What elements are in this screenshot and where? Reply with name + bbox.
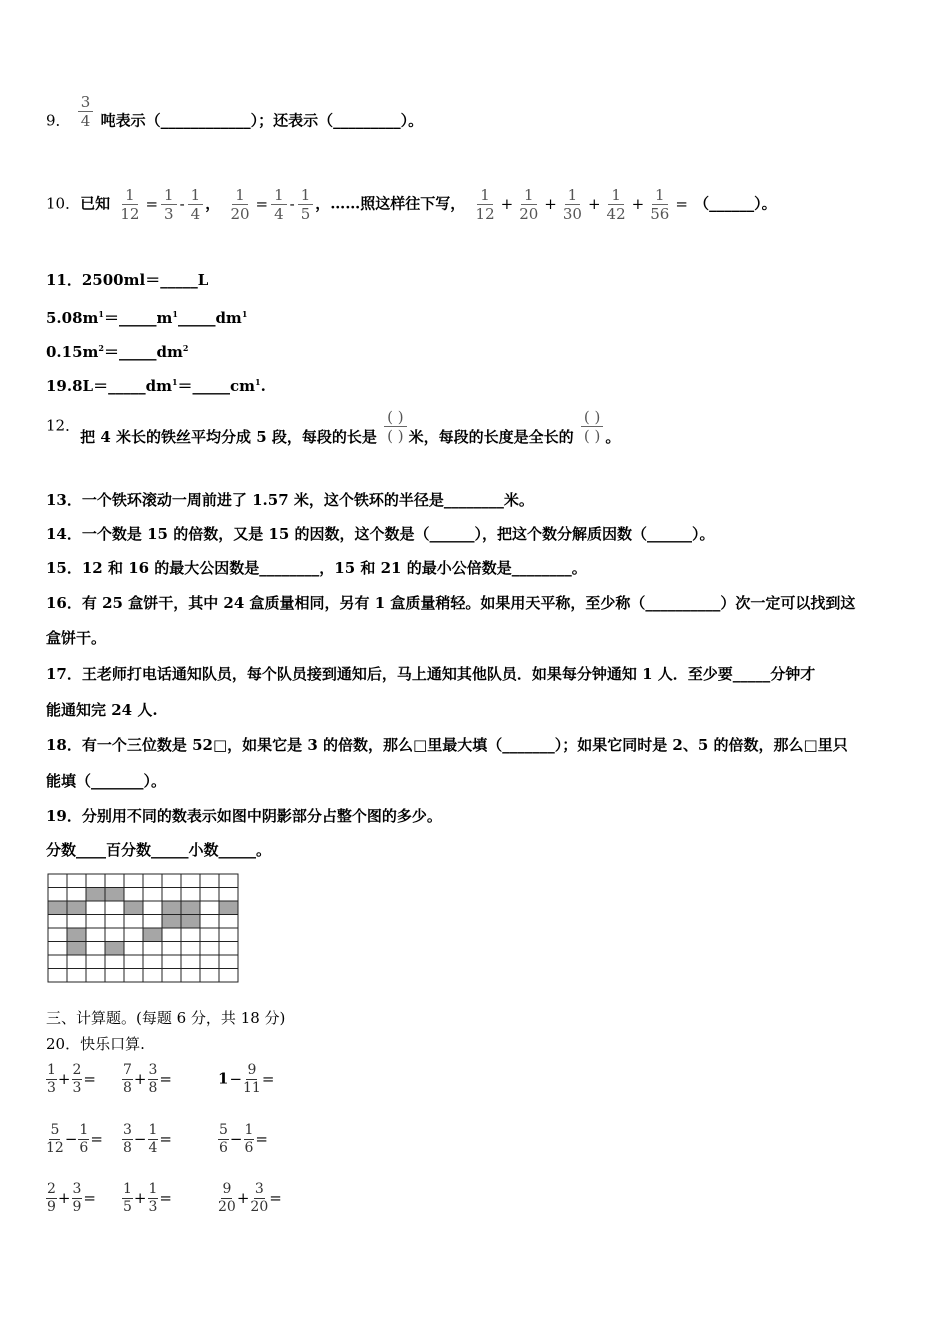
calc-expression: $\frac{1}{5}$ + $\frac{1}{3}$ =: [123, 1181, 172, 1215]
grid-cell: [48, 874, 67, 888]
fraction: $\frac{1}{3}$: [161, 186, 177, 223]
question-19-line-2: 分数____百分数_____小数_____。: [46, 841, 272, 859]
fraction: $\frac{1}{20}$: [230, 186, 250, 223]
fraction: $\frac{1}{12}$: [120, 186, 140, 223]
question-18-line-1: 18．有一个三位数是 52□，如果它是 3 的倍数，那么□里最大填（_______）；如果它同时是 2、5 的倍数，那么□里只: [46, 736, 848, 754]
fraction: $\frac{3}{8}$: [148, 1062, 158, 1096]
grid-cell-shaded: [105, 942, 124, 956]
grid-cell: [162, 942, 181, 956]
fraction: $\frac{1}{4}$: [188, 186, 204, 223]
grid-cell: [219, 874, 238, 888]
calc-expression: 1− $\frac{9}{11}$ =: [218, 1062, 275, 1096]
fraction: $\frac{1}{4}$: [271, 186, 287, 223]
fraction: $\frac{3}{8}$: [123, 1122, 132, 1156]
grid-cell: [86, 874, 105, 888]
question-17-line-2: 能通知完 24 人.: [46, 701, 158, 719]
fraction: $\frac{1}{5}$: [123, 1181, 132, 1215]
grid-cell: [67, 955, 86, 969]
grid-cell: [162, 969, 181, 983]
grid-cell: [105, 915, 124, 929]
calc-expression: $\frac{5}{12}$ − $\frac{1}{6}$ =: [46, 1122, 103, 1156]
fraction: $\frac{1}{6}$: [79, 1122, 89, 1156]
fraction: $\frac{9}{11}$: [243, 1062, 261, 1096]
grid-cell: [162, 928, 181, 942]
grid-cell: [124, 969, 143, 983]
fraction: $\frac{3}{20}$: [250, 1181, 269, 1215]
fraction: $\frac{1}{20}$: [519, 186, 539, 223]
question-18-line-2: 能填（_______）。: [46, 772, 167, 790]
grid-cell: [219, 928, 238, 942]
grid-cell: [67, 915, 86, 929]
fraction: $\frac{1}{30}$: [562, 186, 582, 223]
grid-cell: [105, 874, 124, 888]
grid-cell-shaded: [67, 901, 86, 915]
grid-cell: [48, 915, 67, 929]
question-14: 14．一个数是 15 的倍数，又是 15 的因数，这个数是（______），把这个数分解质因数（______）。: [46, 525, 715, 543]
grid-cell: [162, 888, 181, 902]
grid-cell: [181, 942, 200, 956]
grid-cell: [67, 874, 86, 888]
grid-cell: [124, 874, 143, 888]
grid-cell: [48, 888, 67, 902]
calc-expression: $\frac{2}{9}$ + $\frac{3}{9}$ =: [47, 1181, 96, 1215]
grid-cell: [200, 955, 219, 969]
grid-cell: [124, 915, 143, 929]
question-15: 15．12 和 16 的最大公因数是________，15 和 21 的最小公倍数是________。: [46, 559, 587, 577]
fraction: $\frac{1}{4}$: [148, 1122, 158, 1156]
fraction: $\frac{2}{9}$: [47, 1181, 56, 1215]
grid-cell: [200, 969, 219, 983]
grid-cell: [105, 901, 124, 915]
answer-blank[interactable]: （______）。: [694, 194, 777, 213]
grid-cell-shaded: [48, 901, 67, 915]
grid-cell: [200, 942, 219, 956]
grid-cell: [105, 955, 124, 969]
fraction: $\frac{1}{56}$: [650, 186, 670, 223]
calc-expression: $\frac{9}{20}$ + $\frac{3}{20}$ =: [218, 1181, 282, 1215]
grid-cell: [48, 955, 67, 969]
answer-blank[interactable]: _________: [333, 111, 401, 130]
grid-cell: [143, 969, 162, 983]
grid-cell: [86, 915, 105, 929]
grid-cell: [86, 901, 105, 915]
grid-cell: [124, 888, 143, 902]
grid-cell: [67, 969, 86, 983]
fraction: $\frac{1}{42}$: [606, 186, 626, 223]
fraction-blank[interactable]: $\frac{( )}{( )}$: [384, 408, 406, 445]
grid-cell-shaded: [143, 928, 162, 942]
grid-cell-shaded: [162, 915, 181, 929]
grid-cell: [86, 969, 105, 983]
fraction: $\frac{5}{6}$: [219, 1122, 228, 1156]
grid-cell-shaded: [67, 942, 86, 956]
fraction: $\frac{7}{8}$: [123, 1062, 132, 1096]
fraction: $\frac{2}{3}$: [72, 1062, 82, 1096]
grid-cell: [200, 874, 219, 888]
grid-cell: [200, 888, 219, 902]
grid-cell: [162, 874, 181, 888]
fraction: $\frac{1}{3}$: [47, 1062, 56, 1096]
grid-cell: [48, 969, 67, 983]
fraction: $\frac{1}{6}$: [244, 1122, 254, 1156]
calc-expression: $\frac{7}{8}$ + $\frac{3}{8}$ =: [123, 1062, 172, 1096]
grid-cell: [181, 969, 200, 983]
question-9: 9． $\frac{3}{4}$ 吨表示（____________）；还表示（_________）。: [46, 93, 424, 130]
question-17-line-1: 17．王老师打电话通知队员，每个队员接到通知后，马上通知其他队员．如果每分钟通知 1 人．至少要_____分钟才: [46, 665, 816, 683]
shaded-grid-figure: [47, 873, 239, 985]
question-11-line-1: 11．2500ml＝_____L: [46, 271, 209, 289]
question-13: 13．一个铁环滚动一周前进了 1.57 米，这个铁环的半径是________米。: [46, 491, 534, 509]
grid-cell: [86, 955, 105, 969]
grid-cell: [48, 942, 67, 956]
grid-cell: [124, 928, 143, 942]
question-number: 9．: [46, 111, 71, 130]
question-number: 12．: [46, 416, 81, 435]
fraction: $\frac{9}{20}$: [218, 1181, 236, 1215]
grid-cell: [219, 969, 238, 983]
question-16-line-2: 盒饼干。: [46, 629, 107, 647]
grid-cell-shaded: [181, 901, 200, 915]
grid-cell: [67, 888, 86, 902]
grid-cell: [181, 888, 200, 902]
fraction-blank[interactable]: $\frac{( )}{( )}$: [581, 408, 603, 445]
grid-cell: [105, 928, 124, 942]
grid-cell: [181, 955, 200, 969]
grid-cell: [124, 942, 143, 956]
grid-cell: [143, 942, 162, 956]
question-16-line-1: 16．有 25 盒饼干，其中 24 盒质量相同，另有 1 盒质量稍轻。如果用天平称，至少称（__________）次一定可以找到这: [46, 594, 856, 612]
grid-cell: [219, 888, 238, 902]
grid-cell: [162, 955, 181, 969]
grid-cell: [181, 874, 200, 888]
grid-cell: [200, 928, 219, 942]
grid-cell-shaded: [181, 915, 200, 929]
fraction: $\frac{1}{3}$: [148, 1181, 158, 1215]
grid-cell-shaded: [124, 901, 143, 915]
grid-cell-shaded: [219, 901, 238, 915]
question-11-line-4: $19.8L=\_\_\_\_\_dm^1=\_\_\_\_\_cm^1$.: [46, 377, 266, 395]
grid-cell: [86, 928, 105, 942]
grid-cell: [143, 955, 162, 969]
grid-cell: [200, 901, 219, 915]
question-number: 10．: [46, 194, 81, 213]
calc-expression: $\frac{3}{8}$ − $\frac{1}{4}$ =: [123, 1122, 172, 1156]
grid-cell: [48, 928, 67, 942]
grid-cell: [219, 955, 238, 969]
question-11-line-3: $0.15m^2=\_\_\_\_\_dm^2$: [46, 343, 189, 361]
grid-cell: [86, 942, 105, 956]
fraction: $\frac{5}{12}$: [46, 1122, 64, 1156]
calc-expression: $\frac{1}{3}$ + $\frac{2}{3}$ =: [47, 1062, 96, 1096]
grid-cell-shaded: [162, 901, 181, 915]
grid-cell: [143, 901, 162, 915]
grid-cell-shaded: [67, 928, 86, 942]
grid-cell: [181, 928, 200, 942]
question-19-line-1: 19．分别用不同的数表示如图中阴影部分占整个图的多少。: [46, 807, 442, 825]
fraction: $\frac{1}{12}$: [475, 186, 495, 223]
fraction: $\frac{1}{5}$: [298, 186, 314, 223]
fraction: $\frac{3}{9}$: [72, 1181, 82, 1215]
fraction: $\frac{3}{4}$: [78, 93, 94, 130]
answer-blank[interactable]: ____________: [160, 111, 251, 130]
grid-cell-shaded: [86, 888, 105, 902]
grid-cell: [200, 915, 219, 929]
grid-cell-shaded: [105, 888, 124, 902]
calc-expression: $\frac{5}{6}$ − $\frac{1}{6}$ =: [219, 1122, 268, 1156]
question-10: 10．已知 $\frac{1}{12}$ = $\frac{1}{3}$ - $\frac{1}{4}$ ， $\frac{1}{20}$ = $\frac{1}{4}$ - $\frac{1}{5}$ ，……照这样往下写， $\frac{1}{12}$ + $\frac{1}{20}$ + $\frac{1}{30}$ + $\frac{1}{42}$ + $\frac{1}{56}$ = （______）。: [46, 186, 777, 223]
grid-cell: [143, 874, 162, 888]
question-20: 20．快乐口算.: [46, 1035, 145, 1053]
grid-cell: [105, 969, 124, 983]
grid-cell: [219, 915, 238, 929]
grid-cell: [124, 955, 143, 969]
grid-cell: [143, 915, 162, 929]
question-11-line-2: $5.08m^1=\_\_\_\_\_m^1\_\_\_\_\_dm^1$: [46, 309, 248, 327]
section-3-title: 三、计算题。(每题 6 分，共 18 分): [46, 1009, 286, 1027]
grid-cell: [143, 888, 162, 902]
question-12: 12．把 4 米长的铁丝平均分成 5 段，每段的长是 $\frac{( )}{( )}$ 米，每段的长度是全长的 $\frac{( )}{( )}$ 。: [46, 408, 621, 446]
grid-cell: [219, 942, 238, 956]
